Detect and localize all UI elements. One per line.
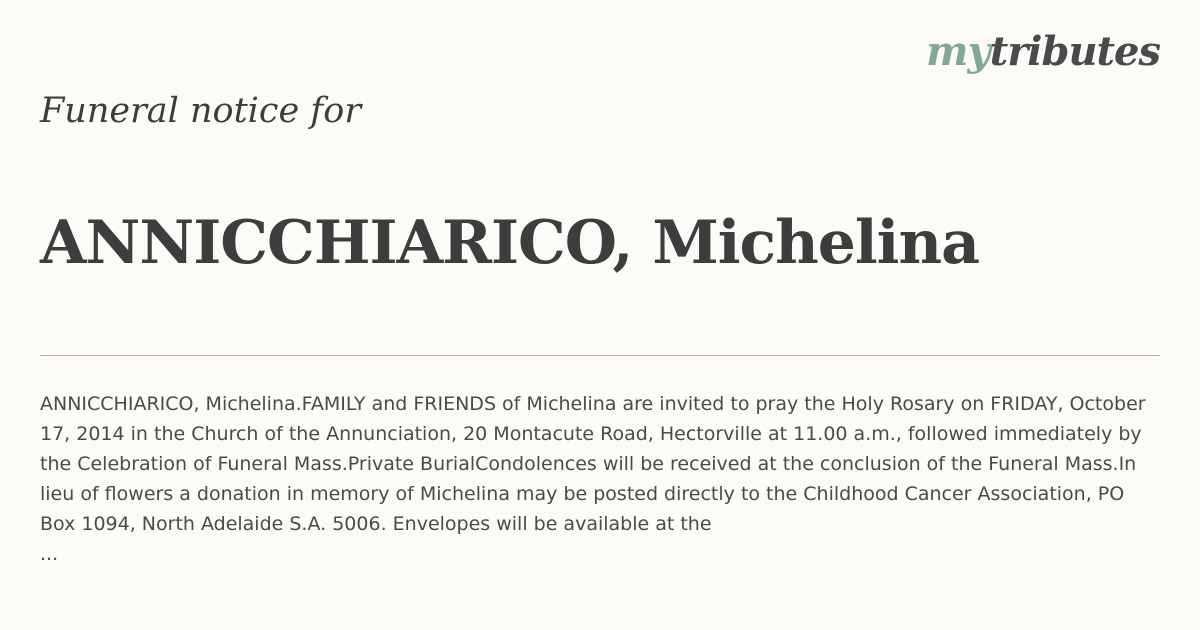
logo-tributes: tributes <box>989 28 1160 75</box>
notice-truncation: ... <box>40 543 59 565</box>
mytributes-logo <box>926 28 1160 75</box>
notice-kicker: Funeral notice for <box>40 91 362 131</box>
divider <box>40 355 1160 356</box>
logo-my: my <box>926 28 990 75</box>
notice-body: ANNICCHIARICO, Michelina.FAMILY and FRIENDS of Michelina are invited to pray the Holy Rosary on FRIDAY, October 17, 2014 in the Church of the Annunciation, 20 Montacute Road, Hectorville at 11.00 a.m., followed immediately by the Celebration of Funeral Mass.Private BurialCondolences will be received at the conclusion of the Funeral Mass.In lieu of flowers a donation in memory of Michelina may be posted directly to the Childhood Cancer Association, PO Box 1094, North Adelaide S.A. 5006. Envelopes will be available at the <box>40 393 1146 535</box>
deceased-name: ANNICCHIARICO, Michelina <box>40 208 979 278</box>
